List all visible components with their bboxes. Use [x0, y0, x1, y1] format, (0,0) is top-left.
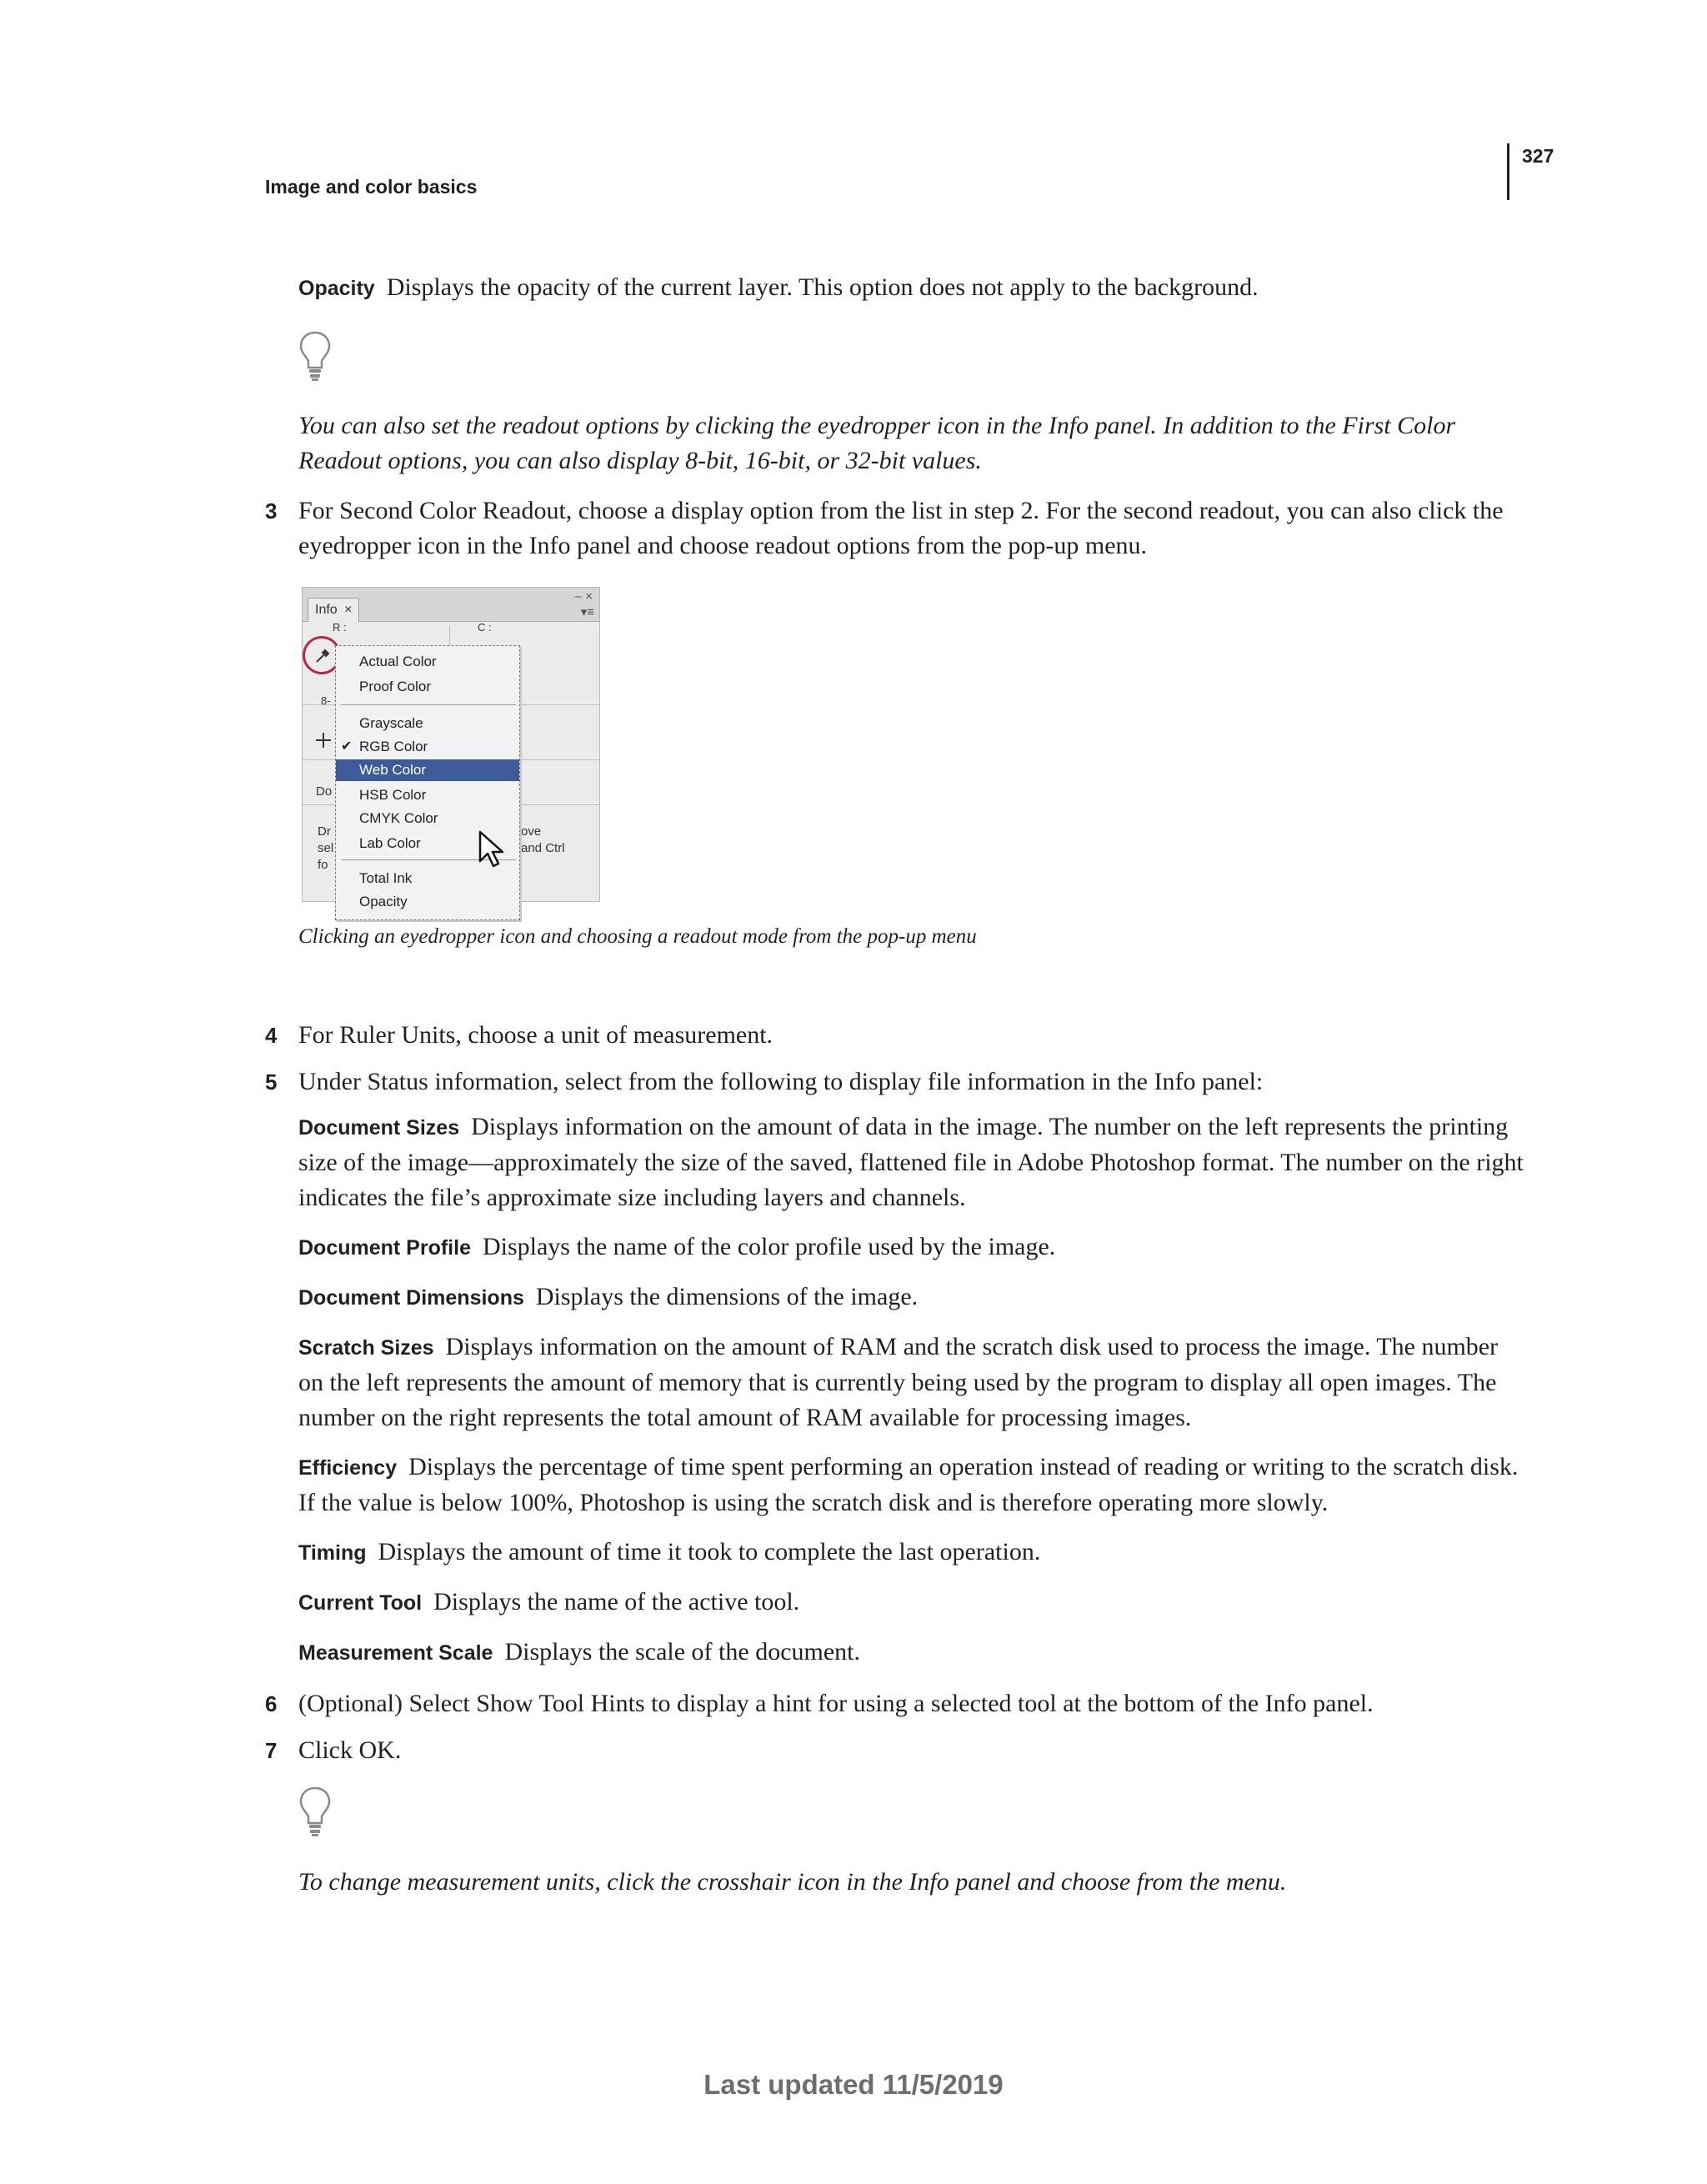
option-text: Displays the name of the color profile used by the image. [482, 1233, 1056, 1260]
panel-tab-bar [303, 588, 599, 622]
step-text: (Optional) Select Show Tool Hints to display a hint for using a selected tool at the bottom of the Info panel. [298, 1690, 1374, 1717]
running-head: Image and color basics [265, 176, 478, 198]
info-panel-figure [302, 587, 602, 922]
menu-item-hsb-color[interactable]: HSB Color [359, 787, 427, 803]
menu-item-label: RGB Color [359, 739, 428, 754]
option-text: Displays the dimensions of the image. [535, 1283, 919, 1310]
hint-text: fo [318, 858, 328, 872]
option-document-sizes [298, 1110, 1524, 1215]
tab-label: Info [315, 603, 338, 617]
window-controls-icon[interactable]: – × [574, 589, 593, 604]
option-term: Document Profile [298, 1236, 471, 1260]
step-text: Click OK. [298, 1736, 402, 1764]
eyedropper-icon[interactable] [314, 648, 331, 664]
figure-caption: Clicking an eyedropper icon and choosing a readout mode from the pop-up menu [298, 925, 977, 948]
option-current-tool [298, 1585, 1524, 1620]
option-timing [298, 1535, 1524, 1570]
menu-item-grayscale[interactable]: Grayscale [359, 715, 423, 731]
step-text: For Ruler Units, choose a unit of measurement. [298, 1021, 773, 1049]
menu-separator [341, 704, 516, 705]
last-updated-footer: Last updated 11/5/2019 [703, 2069, 1004, 2100]
readout-popup-menu [335, 645, 520, 920]
step-3 [265, 493, 1524, 564]
lightbulb-icon [298, 1786, 332, 1837]
option-scratch-sizes [298, 1330, 1524, 1435]
lightbulb-icon [298, 330, 332, 382]
header-rule [1507, 143, 1509, 200]
tab-close-icon[interactable]: × [344, 603, 353, 617]
option-text: Displays information on the amount of RAM and the scratch disk used to process the image. The number on the left represents the amount of memory that is currently being used by the program to display all open images. The number on the right represents the total amount of RAM available for processing images. [298, 1333, 1499, 1431]
option-efficiency [298, 1450, 1524, 1520]
hint-text: ove [521, 824, 542, 839]
option-text: Displays the opacity of the current layer. This option does not apply to the background. [386, 273, 1259, 301]
tip-readout-options: You can also set the readout options by clicking the eyedropper icon in the Info panel. In addition to the First Color Readout options, you can also display 8-bit, 16-bit, or 32-bit values. [298, 412, 1456, 474]
crosshair-icon[interactable] [314, 731, 333, 749]
option-opacity [298, 270, 1524, 306]
option-term: Timing [298, 1541, 367, 1565]
option-text: Displays the percentage of time spent performing an operation instead of reading or writing to the scratch disk. If the value is below 100%, Photoshop is using the scratch disk and is therefore operating more slowly. [298, 1453, 1519, 1516]
option-document-dimensions [298, 1280, 1524, 1315]
step-4 [265, 1018, 1524, 1053]
option-text: Displays the name of the active tool. [433, 1588, 800, 1615]
step-7 [265, 1733, 1524, 1768]
option-term: Document Sizes [298, 1116, 460, 1140]
status-label: Do [316, 784, 333, 799]
tab-info[interactable] [308, 598, 359, 622]
menu-item-total-ink[interactable]: Total Ink [359, 870, 413, 886]
menu-item-rgb-color[interactable] [336, 736, 519, 758]
option-text: Displays information on the amount of data in the image. The number on the left represents the printing size of the image—approximately the size of the saved, flattened file in Adobe Photoshop format. The number on the right indicates the file’s approximate size including layers and channels. [298, 1113, 1524, 1211]
step-number: 3 [265, 498, 278, 523]
option-term: Current Tool [298, 1591, 423, 1615]
step-number: 4 [265, 1023, 278, 1048]
page-number: 327 [1522, 145, 1554, 167]
readout-label: R : [333, 621, 347, 634]
checkmark-icon: ✔ [341, 739, 353, 754]
menu-item-lab-color[interactable]: Lab Color [359, 835, 421, 851]
step-number: 6 [265, 1691, 278, 1716]
menu-item-web-color[interactable]: Web Color [336, 759, 519, 781]
readout-label: C : [478, 621, 492, 634]
mouse-pointer-icon [478, 829, 508, 869]
step-number: 5 [265, 1069, 278, 1095]
option-term: Document Dimensions [298, 1286, 524, 1310]
panel-menu-icon[interactable]: ▾≡ [580, 605, 594, 619]
step-number: 7 [265, 1738, 278, 1763]
option-term: Measurement Scale [298, 1641, 493, 1665]
option-text: Displays the amount of time it took to complete the last operation. [378, 1538, 1041, 1565]
option-document-profile [298, 1230, 1524, 1265]
step-text: For Second Color Readout, choose a display option from the list in step 2. For the second readout, you can also click the eyedropper icon in the Info panel and choose readout options from the pop-up menu. [298, 497, 1504, 559]
menu-item-actual-color[interactable]: Actual Color [359, 654, 437, 669]
tip-measurement-units: To change measurement units, click the crosshair icon in the Info panel and choose from the menu. [298, 1868, 1287, 1896]
hint-text: Dr [318, 824, 331, 839]
option-term: Opacity [298, 277, 375, 300]
menu-item-opacity[interactable]: Opacity [359, 894, 408, 909]
option-term: Scratch Sizes [298, 1336, 434, 1360]
option-measurement-scale [298, 1635, 1524, 1671]
menu-item-cmyk-color[interactable]: CMYK Color [359, 810, 438, 826]
option-text: Displays the scale of the document. [504, 1638, 861, 1666]
option-term: Efficiency [298, 1456, 398, 1480]
readout-label: 8- [321, 694, 331, 707]
step-5 [265, 1064, 1524, 1100]
step-6 [265, 1686, 1524, 1721]
hint-text: sel [318, 841, 334, 855]
step-text: Under Status information, select from the following to display file information in the Info panel: [298, 1068, 1264, 1095]
hint-text: and Ctrl [521, 841, 565, 855]
menu-item-proof-color[interactable]: Proof Color [359, 679, 431, 694]
